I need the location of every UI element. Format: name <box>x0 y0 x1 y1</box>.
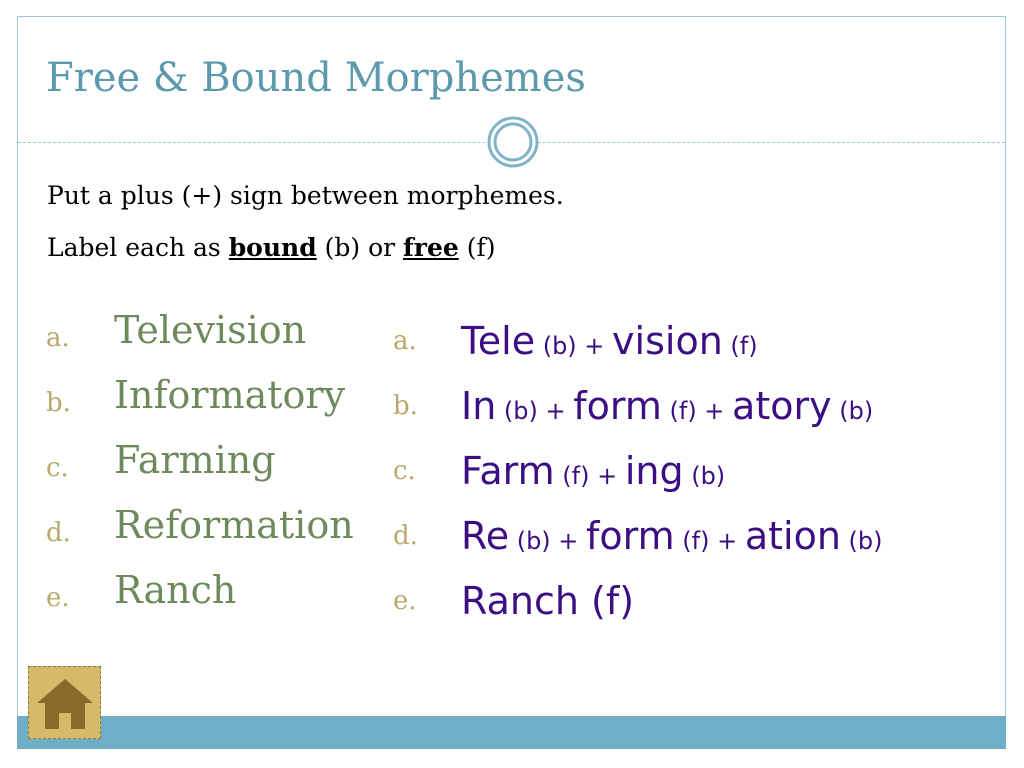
list-marker: e. <box>46 583 70 613</box>
morpheme-label: (b) + <box>496 397 574 425</box>
morpheme-label: (b) + <box>535 332 613 360</box>
morpheme-label: (b) <box>683 462 726 490</box>
list-marker: d. <box>393 521 418 551</box>
morpheme-label: (f) + <box>554 462 625 490</box>
list-marker: e. <box>393 586 417 616</box>
answer-text <box>461 511 883 566</box>
list-word: Ranch <box>114 568 237 612</box>
free-suffix: (f) <box>458 233 496 262</box>
morpheme: form <box>573 384 662 428</box>
bottom-bar <box>17 716 1006 749</box>
answer-text <box>461 576 634 628</box>
morpheme-label: (f) <box>722 332 758 360</box>
list-marker: b. <box>393 391 418 421</box>
slide-title: Free & Bound Morphemes <box>46 55 586 101</box>
morpheme: Tele <box>461 319 536 363</box>
home-button[interactable] <box>28 666 101 739</box>
list-marker: c. <box>46 453 69 483</box>
morpheme: Re <box>461 514 510 558</box>
morpheme-label: (b) <box>840 527 883 555</box>
morpheme-label: (b) <box>831 397 874 425</box>
instruction-line-1: Put a plus (+) sign between morphemes. <box>47 181 564 210</box>
list-marker: c. <box>393 456 416 486</box>
list-marker: a. <box>46 323 70 353</box>
morpheme-label: (b) + <box>509 527 587 555</box>
morpheme: Farm <box>461 449 555 493</box>
morpheme: ation <box>744 514 841 558</box>
instruction-prefix: Label each as <box>47 233 229 262</box>
answer-text <box>461 316 758 371</box>
list-marker: d. <box>46 518 71 548</box>
morpheme: atory <box>732 384 832 428</box>
instruction-line-2 <box>47 232 496 264</box>
circle-ornament-icon <box>487 116 539 168</box>
morpheme: vision <box>612 319 723 363</box>
morpheme: form <box>586 514 675 558</box>
list-word: Informatory <box>114 373 346 417</box>
bound-suffix: (b) or <box>316 233 404 262</box>
list-word: Farming <box>114 438 276 482</box>
list-word: Reformation <box>114 503 354 547</box>
free-keyword: free <box>403 233 459 262</box>
list-marker: a. <box>393 326 417 356</box>
morpheme: ing <box>624 449 684 493</box>
list-word: Television <box>114 308 307 352</box>
morpheme: Ranch (f) <box>461 579 635 623</box>
answer-text <box>461 446 725 501</box>
morpheme-label: (f) + <box>661 397 733 425</box>
bound-keyword: bound <box>228 233 317 262</box>
morpheme: In <box>461 384 497 428</box>
home-icon <box>35 673 95 733</box>
morpheme-label: (f) + <box>674 527 745 555</box>
list-marker: b. <box>46 388 71 418</box>
answer-text <box>461 381 873 436</box>
